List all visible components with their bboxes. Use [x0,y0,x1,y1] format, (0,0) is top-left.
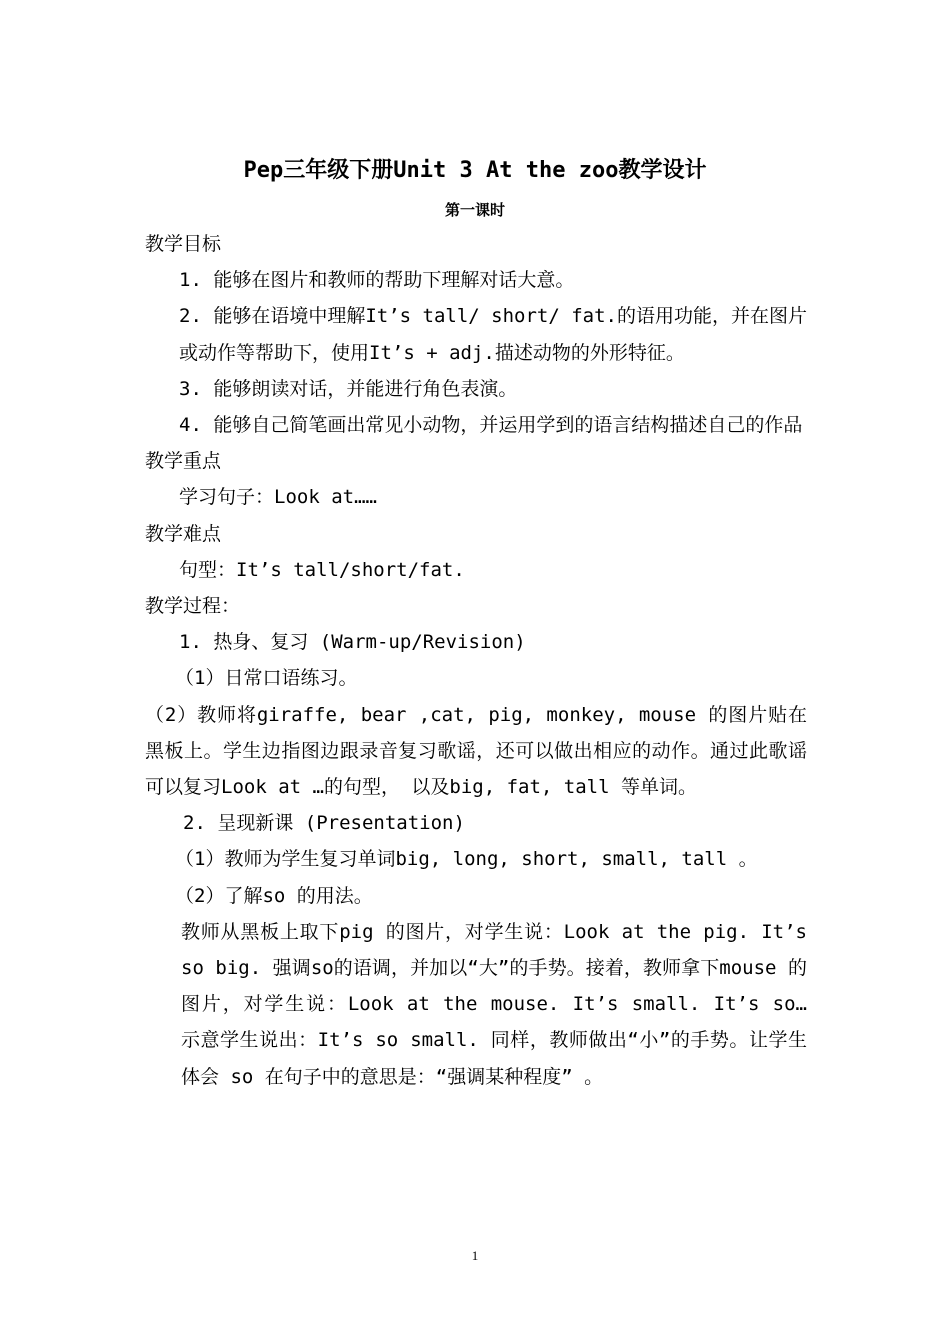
process-step-2-paragraph: 教师从黑板上取下pig 的图片，对学生说：Look at the pig. It’s so big. 强调so的语调，并加以“大”的手势。接着，教师拿下mouse 的图片，对学生说：Look at the mouse. It’s small. It’s so… 示意学生说出：It’s so small. 同样，教师做出“小”的手势。让学生体会 so 在句子中的意思是：“强调某种程度” 。 [181,920,807,1088]
section-heading-process: 教学过程： [145,595,241,618]
lesson-subtitle: 第一课时 [444,201,505,219]
objective-item-2: 2. 能够在语境中理解It’s tall/ short/ fat.的语用功能，并在图片或动作等帮助下，使用It’s + adj.描述动物的外形特征。 [179,305,807,364]
process-step-2-sub-2: （2）了解so 的用法。 [175,884,373,907]
process-step-1-sub-1: （1）日常口语练习。 [175,667,358,690]
objective-item-1: 1. 能够在图片和教师的帮助下理解对话大意。 [179,269,575,292]
process-step-1: 1. 热身、复习 (Warm-up/Revision) [179,631,526,654]
objective-item-3: 3. 能够朗读对话，并能进行角色表演。 [179,377,518,400]
process-step-1-sub-2: （2）教师将giraffe, bear ,cat, pig, monkey, mouse 的图片贴在黑板上。学生边指图边跟录音复习歌谣，还可以做出相应的动作。通过此歌谣可以复习Look at …的句型， 以及big, fat, tall 等单词。 [145,703,807,799]
section-heading-key-points: 教学重点 [145,450,222,473]
document-body [145,226,807,1095]
page-number: 1 [471,1248,479,1263]
difficulty-text: 句型：It’s tall/short/fat. [179,558,465,581]
document-title: Pep三年级下册Unit 3 At the zoo教学设计 [243,158,707,183]
section-heading-difficulties: 教学难点 [145,522,222,545]
objective-item-4: 4. 能够自己简笔画出常见小动物，并运用学到的语言结构描述自己的作品 [179,414,803,437]
section-heading-objectives: 教学目标 [145,233,222,255]
key-point-text: 学习句子：Look at…… [179,486,377,509]
process-step-2: 2. 呈现新课 (Presentation) [183,812,465,835]
process-step-2-sub-1: （1）教师为学生复习单词big, long, short, small, tall 。 [175,848,758,871]
